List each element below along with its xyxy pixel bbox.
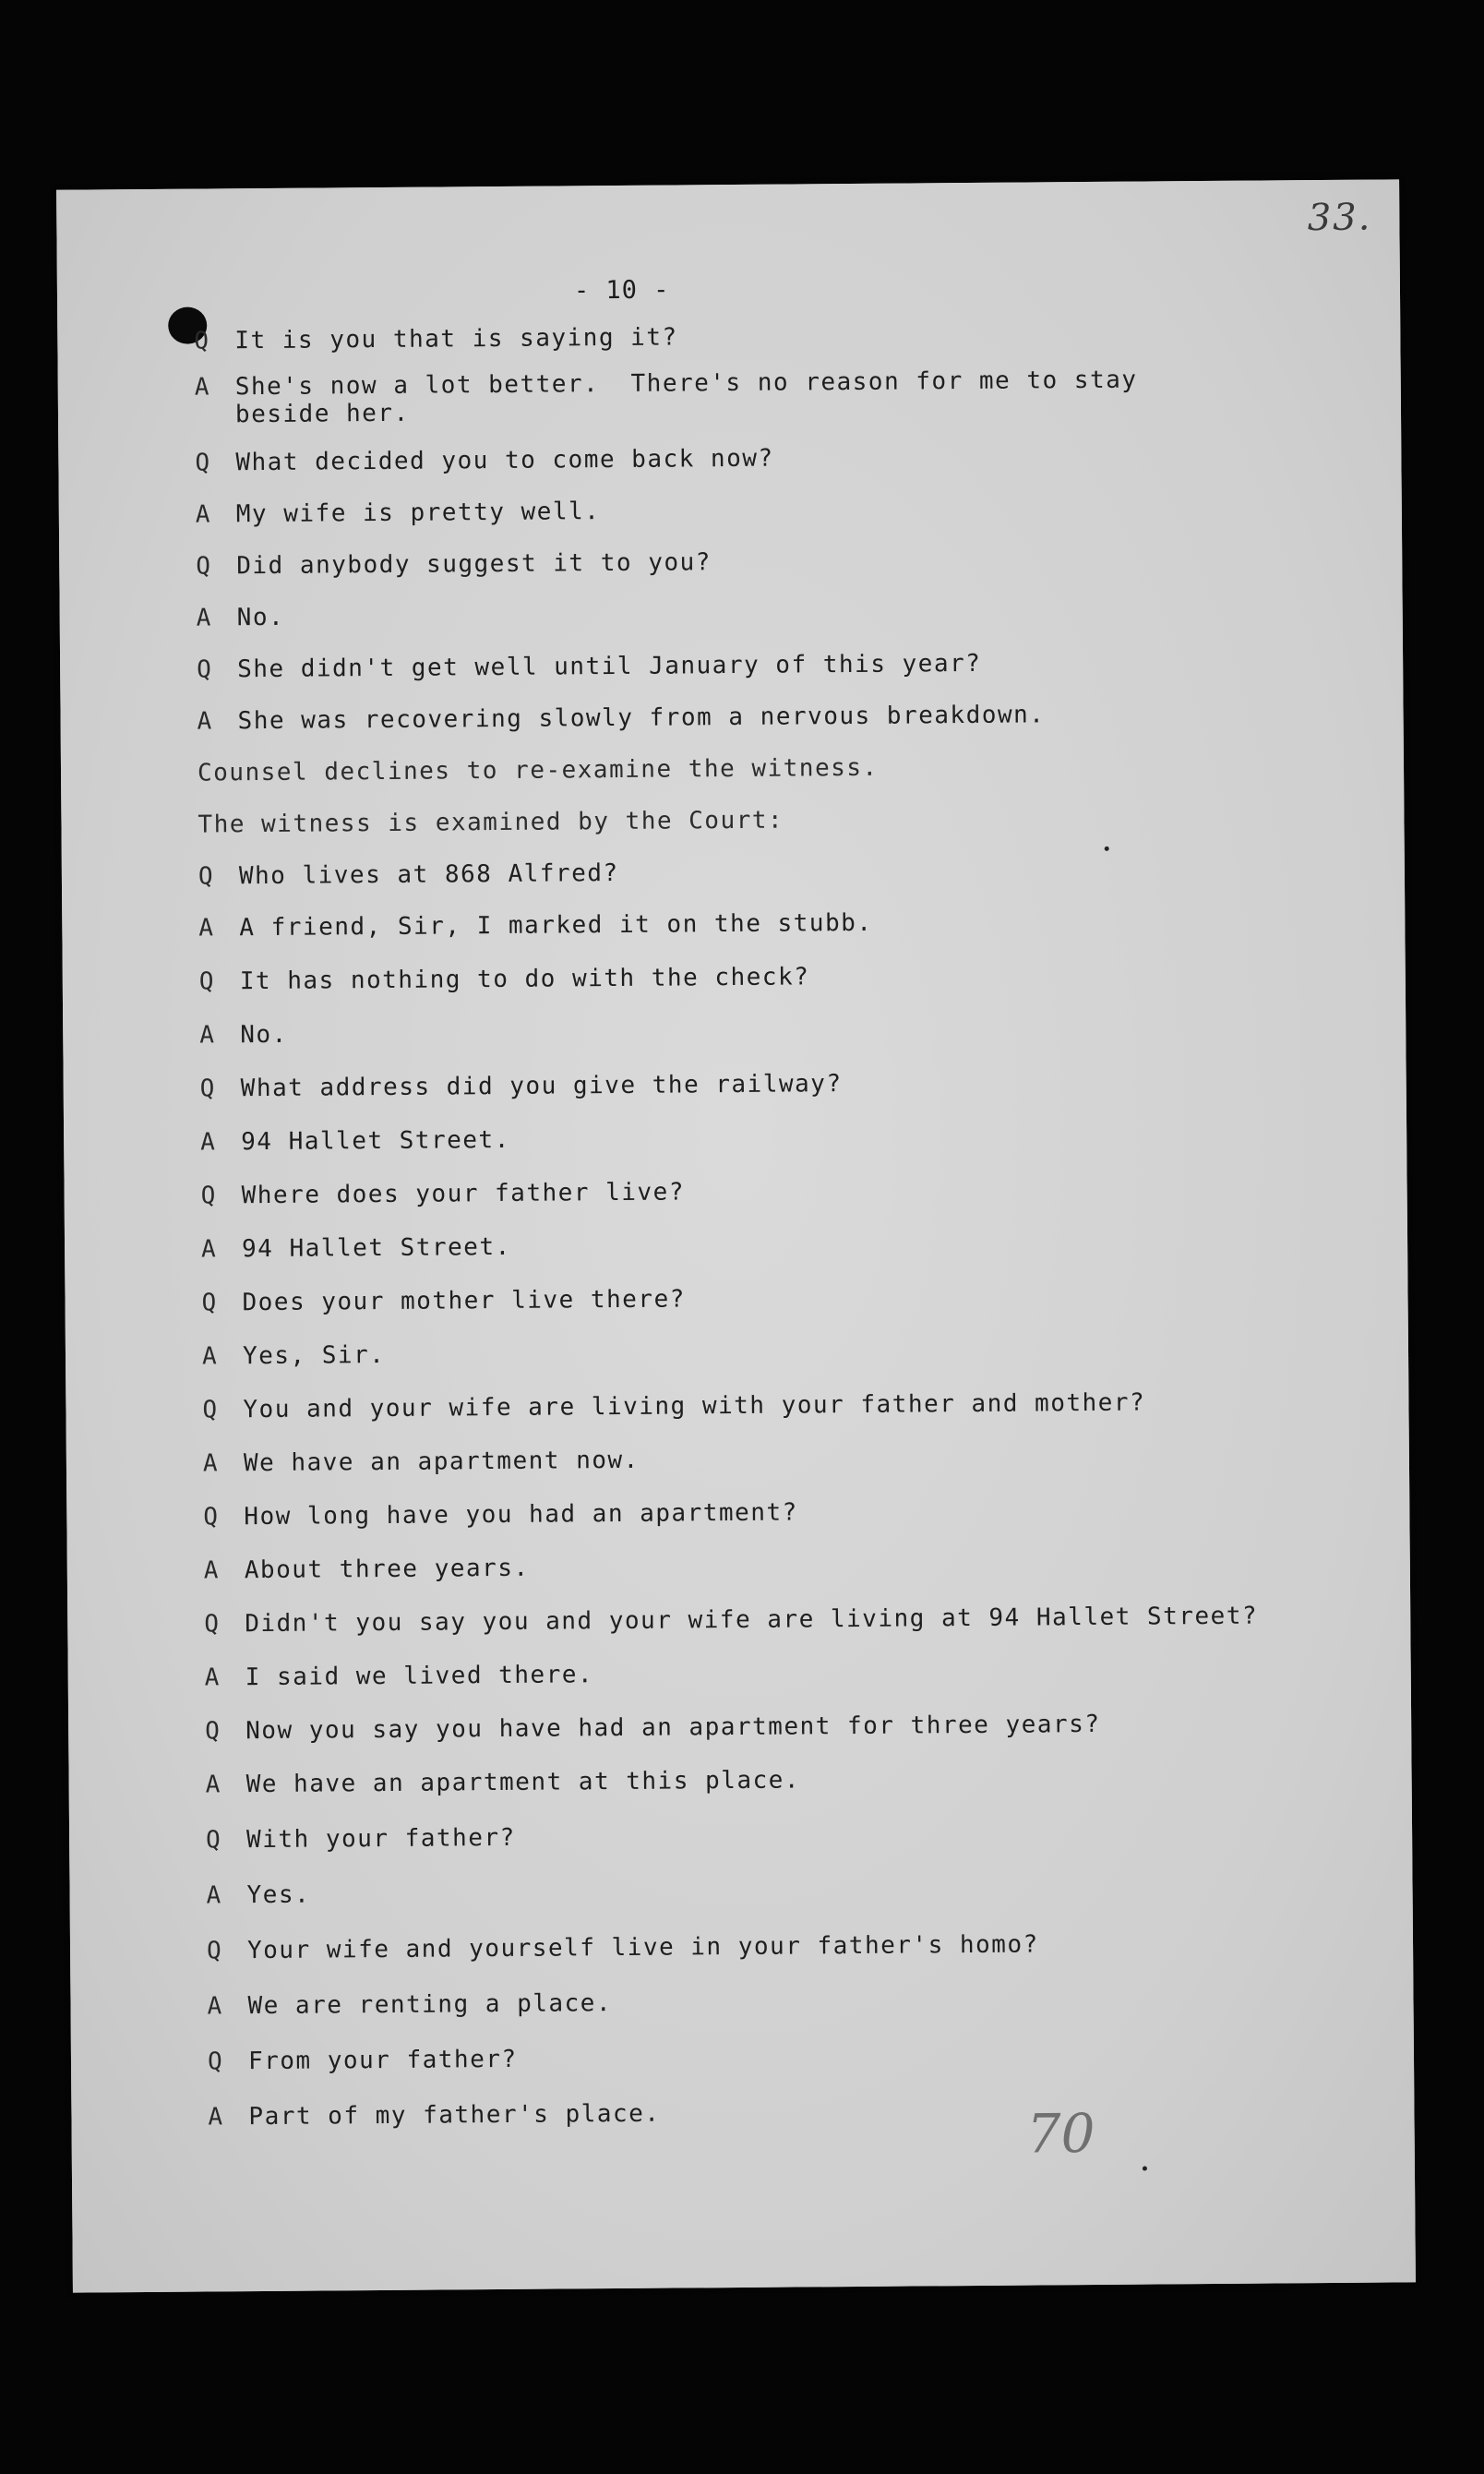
line-text: What address did you give the railway?	[240, 1070, 843, 1103]
line-text: A friend, Sir, I marked it on the stubb.	[239, 908, 873, 943]
transcript-line	[208, 2095, 1343, 2132]
page-number: - 10 -	[573, 275, 670, 306]
transcript-line	[206, 1818, 1341, 1855]
line-text: What decided you to come back now?	[235, 444, 774, 477]
transcript-line	[199, 1013, 1334, 1050]
line-text: It has nothing to do with the check?	[239, 963, 810, 996]
line-text: We have an apartment now.	[243, 1446, 640, 1478]
transcript-line	[197, 647, 1332, 684]
speaker-label: Q	[198, 967, 216, 996]
line-text: The witness is examined by the Court:	[197, 806, 784, 839]
transcript-line	[200, 1120, 1335, 1157]
speaker-label: A	[206, 1881, 222, 1910]
speaker-label: A	[200, 1128, 217, 1157]
line-text: We are renting a place.	[247, 1989, 613, 2021]
speaker-label: A	[200, 1235, 218, 1264]
line-text: Didn't you say you and your wife are living at 94 Hallet Street?	[245, 1602, 1259, 1639]
transcript-line	[202, 1334, 1337, 1371]
speaker-label: A	[195, 500, 212, 529]
transcript-line	[199, 959, 1334, 996]
line-text: My wife is pretty well.	[235, 498, 601, 529]
speaker-label: Q	[200, 1182, 217, 1210]
speaker-label: Q	[194, 327, 210, 355]
speaker-label: Q	[206, 1937, 223, 1965]
transcript-line	[201, 1173, 1336, 1210]
speaker-label: A	[197, 707, 213, 736]
line-text: Where does your father live?	[241, 1178, 686, 1210]
transcript-line	[205, 1655, 1340, 1692]
speaker-label: Q	[206, 1826, 222, 1855]
speaker-label: Q	[199, 1075, 217, 1103]
transcript-line	[204, 1602, 1339, 1639]
transcript-line	[194, 318, 1329, 355]
line-text: About three years.	[244, 1554, 530, 1585]
line-text: Part of my father's place.	[248, 2099, 661, 2132]
line-text: Who lives at 868 Alfred?	[238, 859, 619, 891]
speaker-label: A	[199, 1021, 216, 1050]
transcript-line	[198, 906, 1334, 943]
transcript-line	[207, 1928, 1342, 1965]
line-text: Counsel declines to re-examine the witness.	[197, 753, 879, 787]
speaker-label: Q	[203, 1503, 220, 1531]
transcript-line	[205, 1709, 1340, 1746]
transcript-line	[206, 1762, 1341, 1799]
speaker-label: A	[202, 1449, 220, 1478]
transcript-line	[208, 2039, 1343, 2076]
transcript-line	[207, 1984, 1342, 2021]
transcript-line	[197, 595, 1332, 632]
transcript-line	[195, 365, 1330, 429]
speaker-label: A	[208, 2103, 224, 2132]
ink-speck	[1105, 847, 1109, 851]
line-text: 94 Hallet Street.	[241, 1232, 511, 1264]
line-text: With your father?	[246, 1823, 516, 1855]
line-text: Did anybody suggest it to you?	[236, 548, 712, 581]
transcript-line	[196, 492, 1331, 529]
narration-line	[197, 751, 1333, 787]
speaker-label: A	[207, 1992, 223, 2021]
transcript-line	[197, 699, 1332, 736]
speaker-label: Q	[204, 1610, 221, 1639]
line-text: How long have you had an apartment?	[244, 1498, 798, 1531]
line-text: She didn't get well until January of this year?	[237, 649, 982, 684]
line-text: Yes.	[246, 1880, 311, 1910]
transcript-line	[203, 1441, 1338, 1478]
line-text: She's now a lot better. There's no reason for me to stay beside her.	[234, 366, 1138, 429]
transcript	[194, 318, 1343, 2132]
handwritten-mark: 70	[1026, 2101, 1095, 2166]
line-text: She was recovering slowly from a nervous breakdown.	[237, 701, 1046, 736]
folio-number: 33.	[1307, 196, 1372, 240]
transcript-line	[198, 854, 1334, 891]
line-text: From your father?	[247, 2045, 518, 2076]
line-text: We have an apartment at this place.	[245, 1766, 801, 1799]
speaker-label: A	[198, 914, 215, 943]
speaker-label: Q	[196, 552, 212, 581]
transcript-line	[200, 1066, 1335, 1103]
narration-line	[197, 802, 1333, 839]
line-text: I said we lived there.	[245, 1661, 594, 1692]
transcript-line	[206, 1873, 1341, 1910]
transcript-line	[201, 1280, 1336, 1317]
transcript-line	[204, 1548, 1339, 1585]
speaker-label: A	[205, 1771, 221, 1799]
line-text: Now you say you have had an apartment for three years?	[245, 1710, 1101, 1746]
speaker-label: Q	[195, 449, 211, 477]
speaker-label: Q	[207, 2048, 224, 2076]
speaker-label: Q	[201, 1289, 218, 1317]
transcript-line	[203, 1495, 1338, 1531]
line-text: 94 Hallet Street.	[241, 1125, 510, 1157]
document-page	[56, 179, 1416, 2292]
line-text: It is you that is saying it?	[234, 323, 678, 355]
line-text: Does your mother live there?	[242, 1285, 686, 1317]
speaker-label: Q	[197, 655, 213, 684]
speaker-label: Q	[197, 862, 215, 891]
ink-speck	[1143, 2167, 1147, 2171]
speaker-label: Q	[202, 1396, 219, 1424]
line-text: Your wife and yourself live in your father's homo?	[246, 1930, 1039, 1965]
line-text: You and your wife are living with your father and mother?	[243, 1388, 1146, 1424]
speaker-label: A	[194, 373, 211, 402]
transcript-line	[201, 1227, 1336, 1264]
speaker-label: A	[201, 1342, 219, 1371]
speaker-label: A	[203, 1556, 221, 1585]
line-text: Yes, Sir.	[242, 1340, 386, 1371]
transcript-line	[202, 1387, 1337, 1424]
transcript-line	[196, 544, 1331, 581]
line-text: No.	[236, 603, 285, 632]
transcript-line	[195, 440, 1330, 477]
speaker-label: A	[204, 1663, 221, 1692]
speaker-label: Q	[205, 1717, 221, 1746]
line-text: No.	[240, 1020, 288, 1050]
speaker-label: A	[196, 604, 212, 632]
